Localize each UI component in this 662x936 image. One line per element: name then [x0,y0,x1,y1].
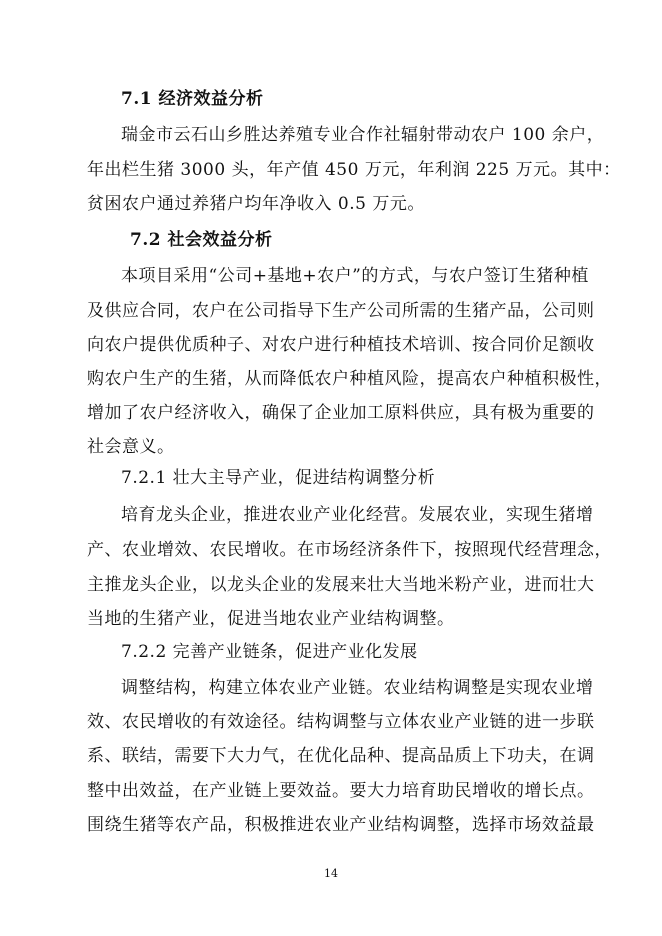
paragraph-line: 瑞金市云石山乡胜达养殖专业合作社辐射带动农户 100 余户， [121,125,605,145]
paragraph-line: 当地的生猪产业，促进当地农业产业结构调整。 [87,609,455,629]
paragraph-line: 购农户生产的生猪，从而降低农户种植风险，提高农户种植积极性， [87,369,612,389]
paragraph-line: 围绕生猪等农产品，积极推进农业产业结构调整，选择市场效益最 [87,815,595,835]
heading-7-2-2: 7.2.2 完善产业链条，促进产业化发展 [121,642,418,662]
paragraph-line: 调整结构，构建立体农业产业链。农业结构调整是实现农业增 [121,678,594,698]
paragraph-line: 本项目采用“公司+基地+农户”的方式，与农户签订生猪种植 [121,266,589,286]
heading-7-2: 7.2 社会效益分析 [130,230,273,250]
paragraph-line: 主推龙头企业，以龙头企业的发展来壮大当地米粉产业，进而壮大 [87,575,595,595]
paragraph-line: 效、农民增收的有效途径。结构调整与立体农业产业链的进一步联 [87,712,595,732]
paragraph-line: 增加了农户经济收入，确保了企业加工原料供应，具有极为重要的 [87,403,595,423]
heading-7-1: 7.1 经济效益分析 [121,89,264,109]
paragraph-line: 贫困农户通过养猪户均年净收入 0.5 万元。 [87,194,425,214]
paragraph-line: 产、农业增效、农民增收。在市场经济条件下，按照现代经营理念， [87,540,612,560]
paragraph-line: 社会意义。 [87,437,175,457]
paragraph-line: 培育龙头企业，推进农业产业化经营。发展农业，实现生猪增 [121,505,594,525]
paragraph-line: 整中出效益，在产业链上要效益。要大力培育助民增收的增长点。 [87,781,595,801]
paragraph-line: 及供应合同，农户在公司指导下生产公司所需的生猪产品，公司则 [87,301,595,321]
heading-7-2-1: 7.2.1 壮大主导产业，促进结构调整分析 [121,468,436,488]
paragraph-line: 系、联结，需要下大力气，在优化品种、提高品质上下功夫，在调 [87,746,595,766]
paragraph-line: 向农户提供优质种子、对农户进行种植技术培训、按合同价足额收 [87,335,595,355]
page-number: 14 [324,867,338,880]
paragraph-line: 年出栏生猪 3000 头，年产值 450 万元，年利润 225 万元。其中： [87,160,621,180]
